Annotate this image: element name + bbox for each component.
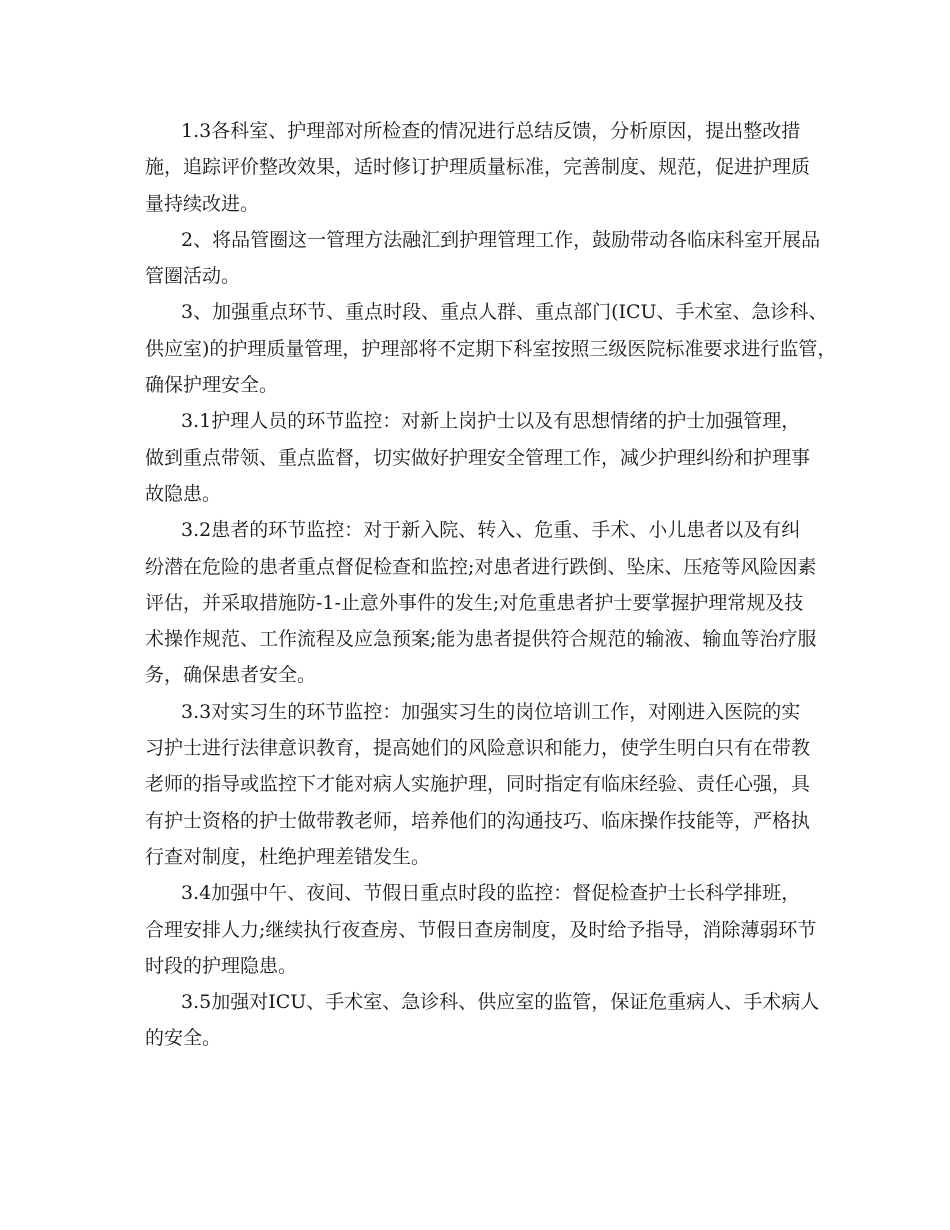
- paragraph-line: 务，确保患者安全。: [145, 664, 317, 687]
- paragraph-3-5: [145, 984, 820, 1057]
- paragraph-line: 3、加强重点环节、重点时段、重点人群、重点部门(ICU、手术室、急诊科、: [181, 301, 828, 324]
- paragraph-3-4: [145, 875, 815, 984]
- paragraph-line: 量持续改进。: [145, 192, 260, 215]
- paragraph-line: 纷潜在危险的患者重点督促检查和监控;对患者进行跌倒、坠床、压疮等风险因素: [145, 555, 817, 578]
- paragraph-line: 的安全。: [145, 1027, 222, 1050]
- paragraph-1-3: [145, 113, 815, 222]
- paragraph-line: 老师的指导或监控下才能对病人实施护理，同时指定有临床经验、责任心强，具: [145, 773, 811, 796]
- paragraph-3-2: [145, 512, 815, 693]
- paragraph-line: 时段的护理隐患。: [145, 954, 298, 977]
- paragraph-line: 3.5加强对ICU、手术室、急诊科、供应室的监管，保证危重病人、手术病人: [181, 991, 820, 1014]
- paragraph-line: 3.4加强中午、夜间、节假日重点时段的监控：督促检查护士长科学排班，: [181, 882, 801, 905]
- paragraph-2: [145, 222, 821, 295]
- paragraph-line: 3.1护理人员的环节监控：对新上岗护士以及有思想情绪的护士加强管理，: [181, 410, 801, 433]
- paragraph-line: 确保护理安全。: [145, 374, 279, 397]
- paragraph-line: 2、将品管圈这一管理方法融汇到护理管理工作，鼓励带动各临床科室开展品: [181, 228, 821, 251]
- paragraph-3: [145, 294, 837, 403]
- paragraph-line: 有护士资格的护士做带教老师，培养他们的沟通技巧、临床操作技能等，严格执: [145, 809, 811, 832]
- paragraph-line: 评估，并采取措施防-1-止意外事件的发生;对危重患者护士要掌握护理常规及技: [145, 591, 804, 614]
- paragraph-line: 1.3各科室、护理部对所检查的情况进行总结反馈，分析原因，提出整改措: [181, 120, 801, 142]
- paragraph-3-3: [145, 694, 815, 875]
- paragraph-line: 做到重点带领、重点监督，切实做好护理安全管理工作，减少护理纠纷和护理事: [145, 446, 811, 469]
- paragraph-line: 行查对制度，杜绝护理差错发生。: [145, 845, 431, 868]
- paragraph-line: 3.2患者的环节监控：对于新入院、转入、危重、手术、小儿患者以及有纠: [181, 519, 801, 542]
- paragraph-line: 管圈活动。: [145, 265, 241, 288]
- paragraph-line: 3.3对实习生的环节监控：加强实习生的岗位培训工作，对刚进入医院的实: [181, 700, 801, 723]
- paragraph-line: 施，追踪评价整改效果，适时修订护理质量标准，完善制度、规范，促进护理质: [145, 156, 811, 179]
- paragraph-3-1: [145, 403, 815, 512]
- paragraph-line: 故隐患。: [145, 482, 222, 505]
- document-body: [145, 113, 837, 1057]
- paragraph-line: 术操作规范、工作流程及应急预案;能为患者提供符合规范的输液、输血等治疗服: [145, 628, 817, 651]
- paragraph-line: 习护士进行法律意识教育，提高她们的风险意识和能力，使学生明白只有在带教: [145, 737, 811, 760]
- paragraph-line: 合理安排人力;继续执行夜查房、节假日查房制度，及时给予指导，消除薄弱环节: [145, 918, 817, 941]
- paragraph-line: 供应室)的护理质量管理，护理部将不定期下科室按照三级医院标准要求进行监管，: [145, 337, 837, 360]
